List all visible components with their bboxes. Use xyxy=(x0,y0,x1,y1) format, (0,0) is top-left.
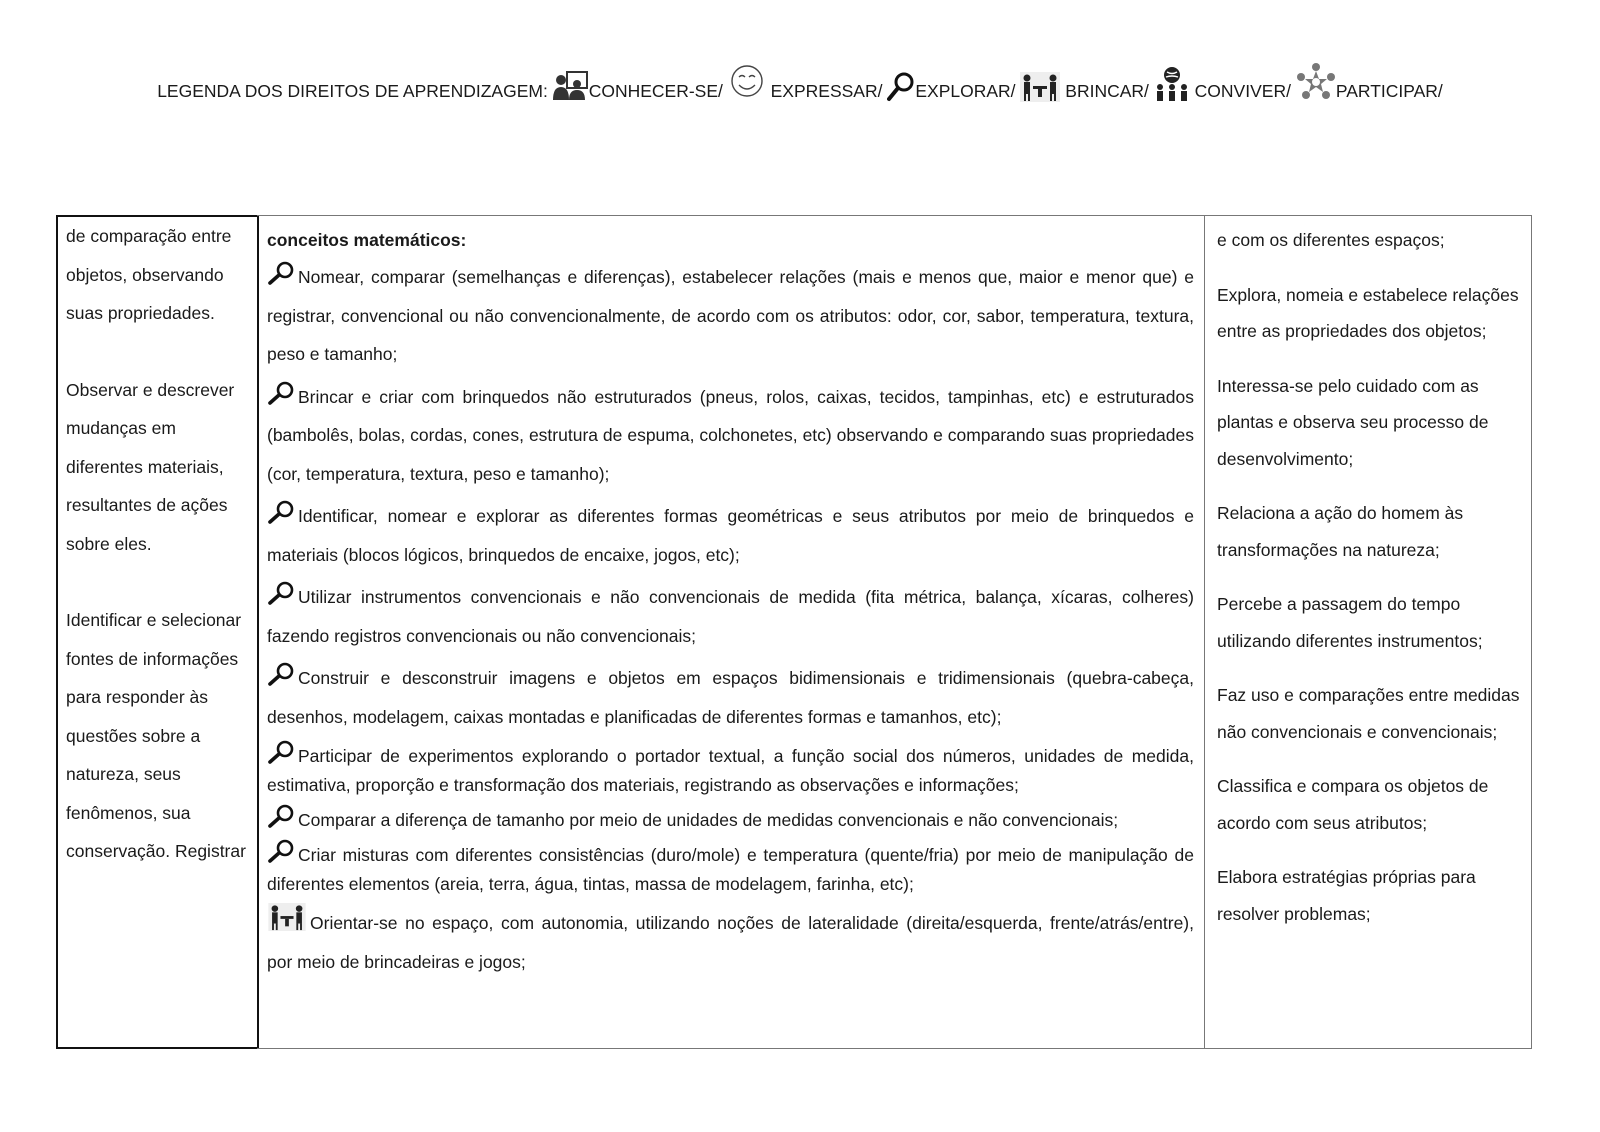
magnifier-icon xyxy=(267,839,295,863)
magnifier-icon xyxy=(267,740,295,764)
legend-label-explorar: EXPLORAR/ xyxy=(915,81,1016,101)
objective-text: Participar de experimentos explorando o portador textual, a função social dos números, unidades de medida, estimativa, proporção e transformação dos materiais, registrando as observações e informações; xyxy=(267,746,1194,795)
evaluation-item: Percebe a passagem do tempo utilizando diferentes instrumentos; xyxy=(1217,594,1483,651)
legend-item-explorar xyxy=(887,72,1015,102)
objective-item xyxy=(267,804,1194,835)
legend-item-expressar xyxy=(728,64,883,102)
column-objectives-left xyxy=(56,215,259,1049)
magnifier-icon xyxy=(267,500,295,524)
objective-item xyxy=(267,839,1194,899)
legend-item-conviver xyxy=(1154,66,1291,102)
evaluation-item: Classifica e compara os objetos de acordo com seus atributos; xyxy=(1217,776,1489,833)
objective-item xyxy=(267,258,1194,374)
legend-item-participar xyxy=(1296,62,1443,102)
smiley-icon xyxy=(728,64,766,102)
column-evaluation xyxy=(1205,215,1532,1049)
objective-item xyxy=(267,578,1194,655)
play-icon xyxy=(267,903,307,931)
magnifier-icon xyxy=(887,72,915,102)
objective-item xyxy=(267,659,1194,736)
magnifier-icon xyxy=(267,662,295,686)
objective-text: Comparar a diferença de tamanho por meio de unidades de medidas convencionais e não convencionais; xyxy=(298,810,1119,830)
magnifier-icon xyxy=(267,804,295,828)
people-board-icon xyxy=(553,70,589,102)
left-block-2: Observar e descrever mudanças em diferentes materiais, resultantes de ações sobre eles. xyxy=(66,379,235,554)
legend-label-conhecer: CONHECER-SE/ xyxy=(588,81,723,101)
objective-text: Nomear, comparar (semelhanças e diferenças), estabelecer relações (mais e menos que, maior e menor que) e registrar, convencional ou não convencionalmente, de acordo com os atributos: odor, cor, sabor, temperatura, textura, peso e tamanho; xyxy=(267,267,1194,364)
objective-item xyxy=(267,378,1194,494)
evaluation-item: Relaciona a ação do homem às transformações na natureza; xyxy=(1217,503,1464,560)
evaluation-item: Explora, nomeia e estabelece relações entre as propriedades dos objetos; xyxy=(1217,284,1519,341)
magnifier-icon xyxy=(267,581,295,605)
legend-label-conviver: CONVIVER/ xyxy=(1194,81,1291,101)
globe-people-icon xyxy=(1154,66,1190,102)
legend-item-conhecer xyxy=(553,70,723,102)
curriculum-table xyxy=(56,215,1532,1049)
magnifier-icon xyxy=(267,261,295,285)
left-block-3: Identificar e selecionar fontes de informações para responder às questões sobre a natureza, seus fenômenos, sua conservação. Registrar xyxy=(66,610,246,861)
objective-item xyxy=(267,740,1194,800)
evaluation-item: Elabora estratégias próprias para resolver problemas; xyxy=(1217,867,1476,924)
legend-label-brincar: BRINCAR/ xyxy=(1065,81,1149,101)
magnifier-icon xyxy=(267,381,295,405)
left-block-1: de comparação entre objetos, observando suas propriedades. xyxy=(66,226,232,323)
objective-item xyxy=(267,497,1194,574)
objective-text: Construir e desconstruir imagens e objetos em espaços bidimensionais e tridimensionais (quebra-cabeça, desenhos, modelagem, caixas montadas e planificadas de diferentes formas e tamanhos, etc); xyxy=(267,668,1194,727)
legend-label-expressar: EXPRESSAR/ xyxy=(770,81,883,101)
legend xyxy=(0,62,1600,102)
objective-text: Criar misturas com diferentes consistências (duro/mole) e temperatura (quente/fria) por meio de manipulação de diferentes elementos (areia, terra, água, tintas, massa de modelagem, farinha, etc); xyxy=(267,845,1194,894)
evaluation-item: Interessa-se pelo cuidado com as plantas e observa seu processo de desenvolvimento; xyxy=(1217,375,1489,469)
objective-text: Brincar e criar com brinquedos não estruturados (pneus, rolos, caixas, tecidos, tampinhas, etc) e estruturados (bambolês, bolas, cordas, cones, estrutura de espuma, colchonetes, etc) observando e comparando suas propriedades (cor, temperatura, textura, peso e tamanho); xyxy=(267,386,1194,484)
evaluation-item: e com os diferentes espaços; xyxy=(1217,230,1445,250)
evaluation-item: Faz uso e comparações entre medidas não convencionais e convencionais; xyxy=(1217,685,1520,742)
legend-item-brincar xyxy=(1020,72,1149,102)
objective-text: Utilizar instrumentos convencionais e não convencionais de medida (fita métrica, balança, xícaras, colheres) fazendo registros convencionais ou não convencionais; xyxy=(267,587,1194,646)
objective-item xyxy=(267,903,1194,981)
star-people-icon xyxy=(1296,62,1336,102)
column-objectives-main xyxy=(257,215,1205,1049)
objective-text: Identificar, nomear e explorar as diferentes formas geométricas e seus atributos por meio de brinquedos e materiais (blocos lógicos, brinquedos de encaixe, jogos, etc); xyxy=(267,506,1194,565)
legend-label-participar: PARTICIPAR/ xyxy=(1335,81,1443,101)
play-icon xyxy=(1020,72,1060,102)
section-header: conceitos matemáticos: xyxy=(267,230,467,250)
legend-prefix: LEGENDA DOS DIREITOS DE APRENDIZAGEM: xyxy=(157,81,548,101)
objective-text: Orientar-se no espaço, com autonomia, utilizando noções de lateralidade (direita/esquerda, frente/atrás/entre), por meio de brincadeiras e jogos; xyxy=(267,913,1194,972)
